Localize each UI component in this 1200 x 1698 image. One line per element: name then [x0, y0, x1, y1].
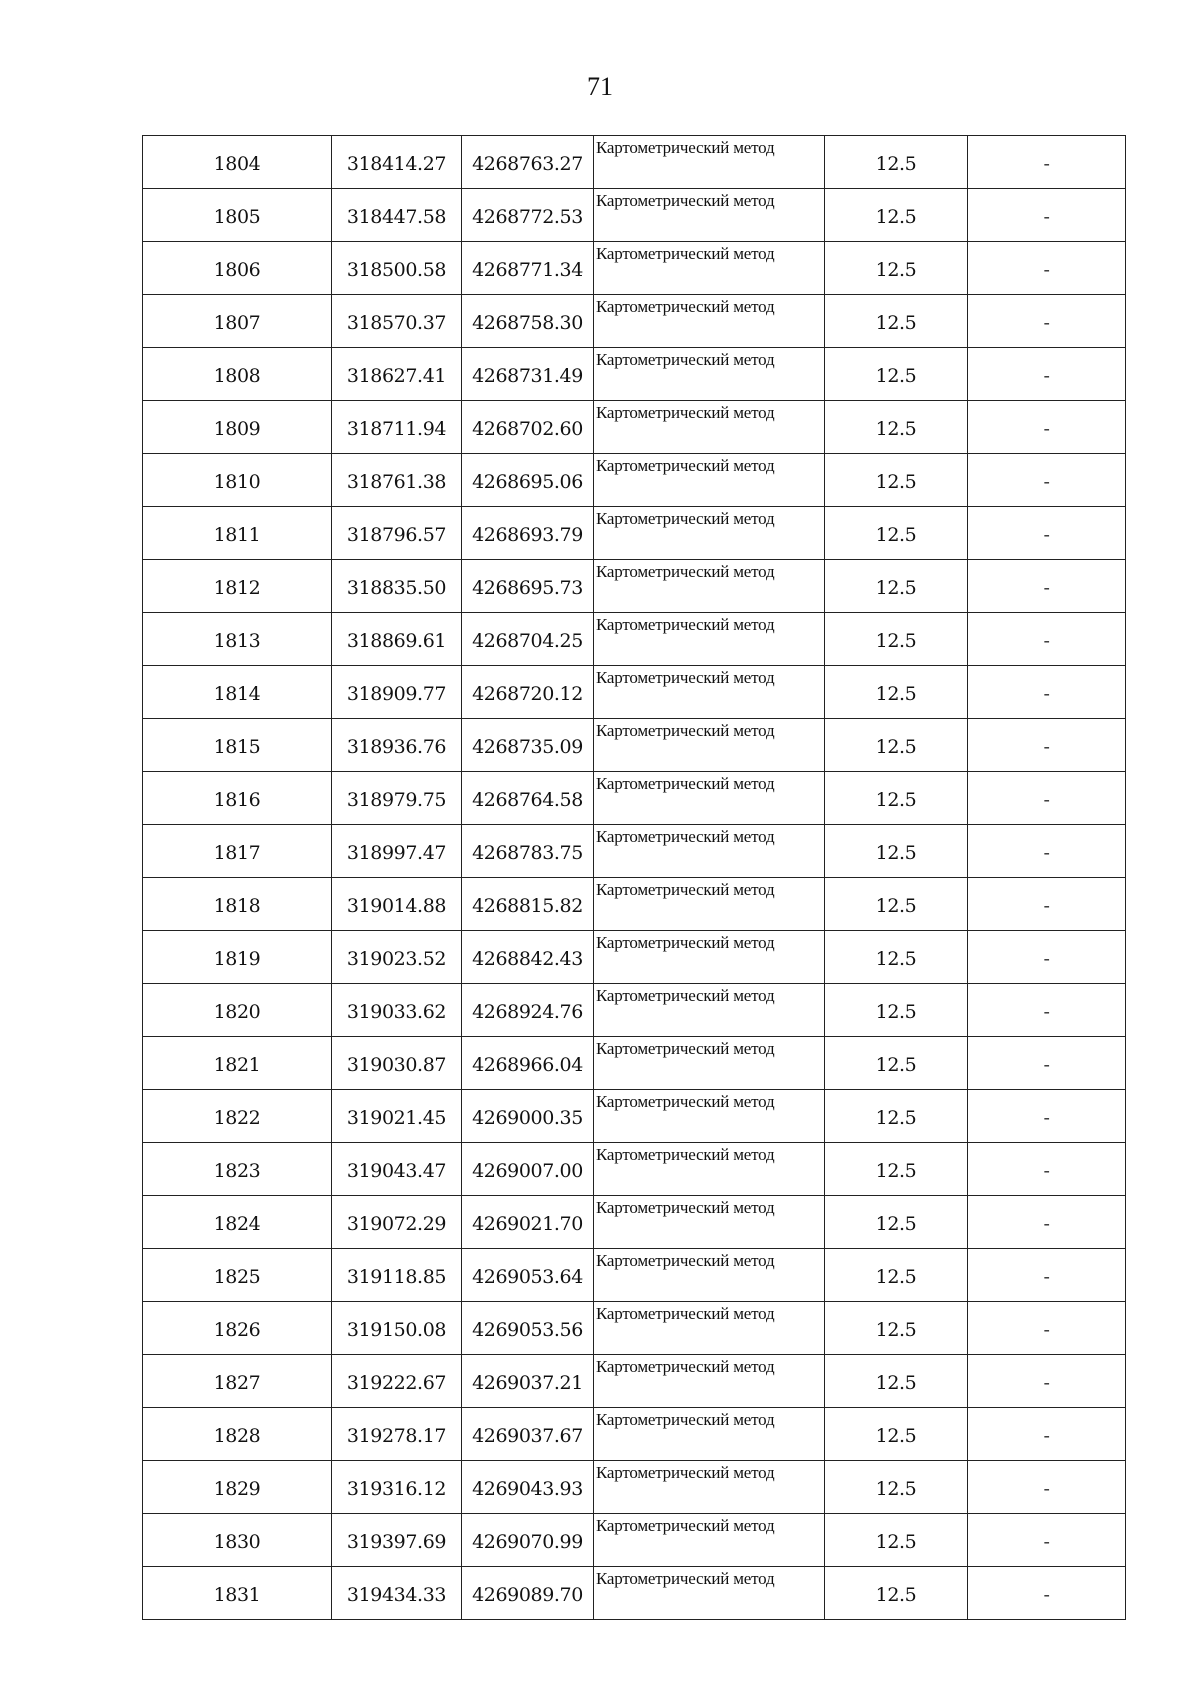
table-row: [143, 1567, 1126, 1620]
accuracy-cell: 12.5: [825, 984, 968, 1037]
method-cell: Картометрический метод: [594, 1196, 825, 1249]
note-cell: -: [968, 348, 1126, 401]
x-coordinate-cell: 318835.50: [332, 560, 462, 613]
table-row: [143, 1302, 1126, 1355]
accuracy-cell: 12.5: [825, 560, 968, 613]
point-number-cell: 1809: [143, 401, 332, 454]
table-row: [143, 1143, 1126, 1196]
note-cell: -: [968, 1514, 1126, 1567]
accuracy-cell: 12.5: [825, 1143, 968, 1196]
table-row: [143, 1249, 1126, 1302]
method-cell: Картометрический метод: [594, 613, 825, 666]
point-number-cell: 1819: [143, 931, 332, 984]
accuracy-cell: 12.5: [825, 242, 968, 295]
note-cell: -: [968, 1408, 1126, 1461]
x-coordinate-cell: 319072.29: [332, 1196, 462, 1249]
x-coordinate-cell: 319222.67: [332, 1355, 462, 1408]
method-cell: Картометрический метод: [594, 560, 825, 613]
accuracy-cell: 12.5: [825, 348, 968, 401]
accuracy-cell: 12.5: [825, 1302, 968, 1355]
table-row: [143, 1196, 1126, 1249]
table-row: [143, 348, 1126, 401]
table-row: [143, 507, 1126, 560]
note-cell: -: [968, 719, 1126, 772]
note-cell: -: [968, 1249, 1126, 1302]
method-cell: Картометрический метод: [594, 666, 825, 719]
table-row: [143, 984, 1126, 1037]
point-number-cell: 1831: [143, 1567, 332, 1620]
point-number-cell: 1823: [143, 1143, 332, 1196]
y-coordinate-cell: 4268704.25: [462, 613, 594, 666]
x-coordinate-cell: 318711.94: [332, 401, 462, 454]
x-coordinate-cell: 319397.69: [332, 1514, 462, 1567]
accuracy-cell: 12.5: [825, 401, 968, 454]
accuracy-cell: 12.5: [825, 666, 968, 719]
note-cell: -: [968, 1567, 1126, 1620]
table-row: [143, 772, 1126, 825]
accuracy-cell: 12.5: [825, 189, 968, 242]
point-number-cell: 1816: [143, 772, 332, 825]
note-cell: -: [968, 825, 1126, 878]
point-number-cell: 1824: [143, 1196, 332, 1249]
x-coordinate-cell: 318627.41: [332, 348, 462, 401]
method-cell: Картометрический метод: [594, 1355, 825, 1408]
method-cell: Картометрический метод: [594, 242, 825, 295]
accuracy-cell: 12.5: [825, 1249, 968, 1302]
method-cell: Картометрический метод: [594, 401, 825, 454]
accuracy-cell: 12.5: [825, 772, 968, 825]
y-coordinate-cell: 4268695.06: [462, 454, 594, 507]
x-coordinate-cell: 318570.37: [332, 295, 462, 348]
method-cell: Картометрический метод: [594, 1514, 825, 1567]
x-coordinate-cell: 319030.87: [332, 1037, 462, 1090]
table-row: [143, 931, 1126, 984]
note-cell: -: [968, 136, 1126, 189]
table-row: [143, 136, 1126, 189]
method-cell: Картометрический метод: [594, 878, 825, 931]
x-coordinate-cell: 318414.27: [332, 136, 462, 189]
note-cell: -: [968, 454, 1126, 507]
table-row: [143, 1514, 1126, 1567]
point-number-cell: 1818: [143, 878, 332, 931]
point-number-cell: 1807: [143, 295, 332, 348]
note-cell: -: [968, 189, 1126, 242]
method-cell: Картометрический метод: [594, 1408, 825, 1461]
table-row: [143, 666, 1126, 719]
accuracy-cell: 12.5: [825, 454, 968, 507]
note-cell: -: [968, 1090, 1126, 1143]
y-coordinate-cell: 4268735.09: [462, 719, 594, 772]
y-coordinate-cell: 4268695.73: [462, 560, 594, 613]
table-row: [143, 1037, 1126, 1090]
point-number-cell: 1826: [143, 1302, 332, 1355]
point-number-cell: 1814: [143, 666, 332, 719]
note-cell: -: [968, 401, 1126, 454]
method-cell: Картометрический метод: [594, 136, 825, 189]
method-cell: Картометрический метод: [594, 348, 825, 401]
accuracy-cell: 12.5: [825, 1196, 968, 1249]
x-coordinate-cell: 319023.52: [332, 931, 462, 984]
method-cell: Картометрический метод: [594, 1461, 825, 1514]
x-coordinate-cell: 319434.33: [332, 1567, 462, 1620]
accuracy-cell: 12.5: [825, 1408, 968, 1461]
coordinates-table: [142, 135, 1126, 1620]
point-number-cell: 1810: [143, 454, 332, 507]
accuracy-cell: 12.5: [825, 825, 968, 878]
point-number-cell: 1812: [143, 560, 332, 613]
y-coordinate-cell: 4268764.58: [462, 772, 594, 825]
method-cell: Картометрический метод: [594, 189, 825, 242]
note-cell: -: [968, 666, 1126, 719]
x-coordinate-cell: 318909.77: [332, 666, 462, 719]
accuracy-cell: 12.5: [825, 1514, 968, 1567]
point-number-cell: 1827: [143, 1355, 332, 1408]
point-number-cell: 1829: [143, 1461, 332, 1514]
method-cell: Картометрический метод: [594, 931, 825, 984]
x-coordinate-cell: 318936.76: [332, 719, 462, 772]
note-cell: -: [968, 1196, 1126, 1249]
accuracy-cell: 12.5: [825, 1037, 968, 1090]
method-cell: Картометрический метод: [594, 507, 825, 560]
accuracy-cell: 12.5: [825, 613, 968, 666]
note-cell: -: [968, 1302, 1126, 1355]
table-row: [143, 560, 1126, 613]
table-row: [143, 1408, 1126, 1461]
method-cell: Картометрический метод: [594, 1249, 825, 1302]
x-coordinate-cell: 318869.61: [332, 613, 462, 666]
method-cell: Картометрический метод: [594, 295, 825, 348]
point-number-cell: 1811: [143, 507, 332, 560]
y-coordinate-cell: 4268842.43: [462, 931, 594, 984]
note-cell: -: [968, 1461, 1126, 1514]
note-cell: -: [968, 560, 1126, 613]
method-cell: Картометрический метод: [594, 719, 825, 772]
method-cell: Картометрический метод: [594, 1567, 825, 1620]
table-row: [143, 878, 1126, 931]
point-number-cell: 1817: [143, 825, 332, 878]
note-cell: -: [968, 507, 1126, 560]
y-coordinate-cell: 4269089.70: [462, 1567, 594, 1620]
table-row: [143, 1090, 1126, 1143]
note-cell: -: [968, 772, 1126, 825]
x-coordinate-cell: 318500.58: [332, 242, 462, 295]
note-cell: -: [968, 931, 1126, 984]
table-row: [143, 1355, 1126, 1408]
table-row: [143, 825, 1126, 878]
point-number-cell: 1830: [143, 1514, 332, 1567]
note-cell: -: [968, 1037, 1126, 1090]
point-number-cell: 1815: [143, 719, 332, 772]
y-coordinate-cell: 4268772.53: [462, 189, 594, 242]
point-number-cell: 1821: [143, 1037, 332, 1090]
y-coordinate-cell: 4268763.27: [462, 136, 594, 189]
table-row: [143, 454, 1126, 507]
method-cell: Картометрический метод: [594, 1143, 825, 1196]
x-coordinate-cell: 318761.38: [332, 454, 462, 507]
y-coordinate-cell: 4269037.21: [462, 1355, 594, 1408]
y-coordinate-cell: 4269053.56: [462, 1302, 594, 1355]
table-row: [143, 295, 1126, 348]
y-coordinate-cell: 4268815.82: [462, 878, 594, 931]
x-coordinate-cell: 318796.57: [332, 507, 462, 560]
method-cell: Картометрический метод: [594, 1037, 825, 1090]
accuracy-cell: 12.5: [825, 878, 968, 931]
point-number-cell: 1808: [143, 348, 332, 401]
accuracy-cell: 12.5: [825, 1461, 968, 1514]
accuracy-cell: 12.5: [825, 931, 968, 984]
y-coordinate-cell: 4269070.99: [462, 1514, 594, 1567]
y-coordinate-cell: 4269037.67: [462, 1408, 594, 1461]
table-row: [143, 613, 1126, 666]
y-coordinate-cell: 4268966.04: [462, 1037, 594, 1090]
accuracy-cell: 12.5: [825, 719, 968, 772]
method-cell: Картометрический метод: [594, 772, 825, 825]
method-cell: Картометрический метод: [594, 984, 825, 1037]
method-cell: Картометрический метод: [594, 1090, 825, 1143]
accuracy-cell: 12.5: [825, 1567, 968, 1620]
point-number-cell: 1805: [143, 189, 332, 242]
point-number-cell: 1822: [143, 1090, 332, 1143]
y-coordinate-cell: 4269000.35: [462, 1090, 594, 1143]
y-coordinate-cell: 4268783.75: [462, 825, 594, 878]
accuracy-cell: 12.5: [825, 136, 968, 189]
y-coordinate-cell: 4269007.00: [462, 1143, 594, 1196]
x-coordinate-cell: 318979.75: [332, 772, 462, 825]
table-row: [143, 719, 1126, 772]
note-cell: -: [968, 1143, 1126, 1196]
y-coordinate-cell: 4268771.34: [462, 242, 594, 295]
point-number-cell: 1806: [143, 242, 332, 295]
method-cell: Картометрический метод: [594, 1302, 825, 1355]
page-number: 71: [587, 72, 613, 101]
note-cell: -: [968, 613, 1126, 666]
note-cell: -: [968, 242, 1126, 295]
y-coordinate-cell: 4268924.76: [462, 984, 594, 1037]
x-coordinate-cell: 319150.08: [332, 1302, 462, 1355]
point-number-cell: 1828: [143, 1408, 332, 1461]
point-number-cell: 1813: [143, 613, 332, 666]
x-coordinate-cell: 319021.45: [332, 1090, 462, 1143]
x-coordinate-cell: 319118.85: [332, 1249, 462, 1302]
x-coordinate-cell: 319014.88: [332, 878, 462, 931]
table-row: [143, 242, 1126, 295]
x-coordinate-cell: 319043.47: [332, 1143, 462, 1196]
x-coordinate-cell: 319316.12: [332, 1461, 462, 1514]
method-cell: Картометрический метод: [594, 454, 825, 507]
y-coordinate-cell: 4268720.12: [462, 666, 594, 719]
accuracy-cell: 12.5: [825, 1090, 968, 1143]
y-coordinate-cell: 4268693.79: [462, 507, 594, 560]
accuracy-cell: 12.5: [825, 1355, 968, 1408]
y-coordinate-cell: 4269053.64: [462, 1249, 594, 1302]
accuracy-cell: 12.5: [825, 295, 968, 348]
note-cell: -: [968, 295, 1126, 348]
note-cell: -: [968, 1355, 1126, 1408]
table-row: [143, 1461, 1126, 1514]
y-coordinate-cell: 4268702.60: [462, 401, 594, 454]
method-cell: Картометрический метод: [594, 825, 825, 878]
y-coordinate-cell: 4268731.49: [462, 348, 594, 401]
point-number-cell: 1825: [143, 1249, 332, 1302]
x-coordinate-cell: 318997.47: [332, 825, 462, 878]
accuracy-cell: 12.5: [825, 507, 968, 560]
y-coordinate-cell: 4269021.70: [462, 1196, 594, 1249]
note-cell: -: [968, 878, 1126, 931]
point-number-cell: 1820: [143, 984, 332, 1037]
x-coordinate-cell: 319033.62: [332, 984, 462, 1037]
x-coordinate-cell: 318447.58: [332, 189, 462, 242]
point-number-cell: 1804: [143, 136, 332, 189]
y-coordinate-cell: 4269043.93: [462, 1461, 594, 1514]
table-row: [143, 189, 1126, 242]
coordinates-table-body: [143, 136, 1126, 1620]
x-coordinate-cell: 319278.17: [332, 1408, 462, 1461]
y-coordinate-cell: 4268758.30: [462, 295, 594, 348]
table-row: [143, 401, 1126, 454]
note-cell: -: [968, 984, 1126, 1037]
